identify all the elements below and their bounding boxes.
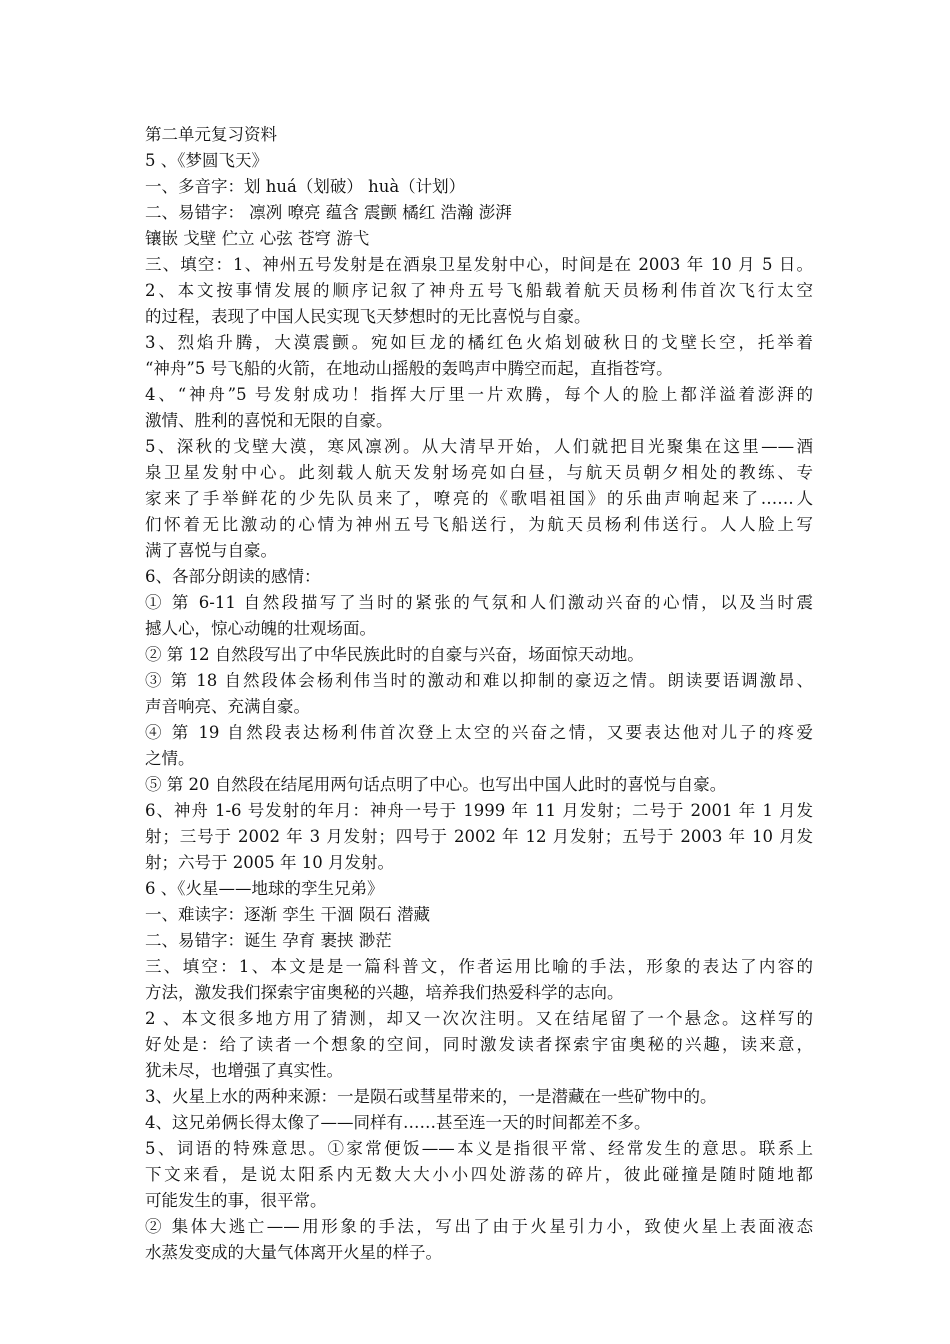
text-line: 二、易错字： 凛冽 嘹亮 蕴含 震颤 橘红 浩瀚 澎湃 [145,203,512,222]
text-line: 一、难读字：逐渐 孪生 干涸 陨石 潜藏 [145,905,430,924]
text-line: 3、火星上水的两种来源：一是陨石或彗星带来的，一是潜藏在一些矿物中的。 [145,1087,717,1106]
text-line: 好处是：给了读者一个想象的空间，同时激发读者探索宇宙奥秘的兴趣，读来意， [145,1035,813,1054]
text-line: 三、填空：1、神州五号发射是在酒泉卫星发射中心，时间是在 2003 年 10 月 5 日。 [145,255,813,274]
text-line: 2、本文按事情发展的顺序记叙了神舟五号飞船载着航天员杨利伟首次飞行太空 [145,281,813,300]
text-line: 方法，激发我们探索宇宙奥秘的兴趣，培养我们热爱科学的志向。 [145,983,624,1002]
text-line: 2 、本文很多地方用了猜测，却又一次次注明。又在结尾留了一个悬念。这样写的 [145,1009,813,1028]
text-line: 水蒸发变成的大量气体离开火星的样子。 [145,1243,442,1262]
text-line: ① 第 6-11 自然段描写了当时的紧张的气氛和人们激动兴奋的心情，以及当时震 [145,593,813,612]
text-line: 下文来看，是说太阳系内无数大大小小四处游荡的碎片，彼此碰撞是随时随地都 [145,1165,813,1184]
text-line: 射；六号于 2005 年 10 月发射。 [145,853,394,872]
text-line: 6、神舟 1-6 号发射的年月：神舟一号于 1999 年 11 月发射；二号于 2001 年 1 月发 [145,801,813,820]
text-line: ② 第 12 自然段写出了中华民族此时的自豪与兴奋，场面惊天动地。 [145,645,644,664]
text-line: 6、各部分朗读的感情： [145,567,321,586]
text-line: 3、烈焰升腾，大漠震颤。宛如巨龙的橘红色火焰划破秋日的戈壁长空，托举着 [145,333,813,352]
text-line: 声音响亮、充满自豪。 [145,697,310,716]
text-line: “神舟”5 号飞船的火箭，在地动山摇般的轰鸣声中腾空而起，直指苍穹。 [145,359,673,378]
text-line: 第二单元复习资料 [145,125,277,144]
text-line: 撼人心，惊心动魄的壮观场面。 [145,619,376,638]
text-line: ④ 第 19 自然段表达杨利伟首次登上太空的兴奋之情，又要表达他对儿子的疼爱 [145,723,813,742]
text-line: 一、多音字：划 huá（划破） huà（计划） [145,177,466,196]
text-line: 二、易错字：诞生 孕育 裹挟 渺茫 [145,931,392,950]
text-line: 犹未尽，也增强了真实性。 [145,1061,343,1080]
text-line: 三、填空：1、本文是是一篇科普文，作者运用比喻的手法，形象的表达了内容的 [145,957,813,976]
text-line: 射；三号于 2002 年 3 月发射；四号于 2002 年 12 月发射；五号于 2003 年 10 月发 [145,827,813,846]
text-line: ② 集体大逃亡——用形象的手法，写出了由于火星引力小，致使火星上表面液态 [145,1217,813,1236]
document-page [145,122,813,1266]
text-line: ⑤ 第 20 自然段在结尾用两句话点明了中心。也写出中国人此时的喜悦与自豪。 [145,775,727,794]
text-line: 镶嵌 戈壁 伫立 心弦 苍穹 游弋 [145,229,370,248]
text-line: 6 、《火星——地球的孪生兄弟》 [145,879,384,898]
text-line: 激情、胜利的喜悦和无限的自豪。 [145,411,393,430]
text-line: 4、这兄弟俩长得太像了——同样有……甚至连一天的时间都差不多。 [145,1113,651,1132]
text-line: 5 、《梦圆飞天》 [145,151,268,170]
text-line: 的过程，表现了中国人民实现飞天梦想时的无比喜悦与自豪。 [145,307,591,326]
text-line: 5、深秋的戈壁大漠，寒风凛冽。从大清早开始，人们就把目光聚集在这里——酒 [145,437,813,456]
text-line: 之情。 [145,749,195,768]
text-line: 5、词语的特殊意思。①家常便饭——本义是指很平常、经常发生的意思。联系上 [145,1139,813,1158]
text-line: 4、“神舟”5 号发射成功！指挥大厅里一片欢腾，每个人的脸上都洋溢着澎湃的 [145,385,813,404]
text-line: ③ 第 18 自然段体会杨利伟当时的激动和难以抑制的豪迈之情。朗读要语调激昂、 [145,671,813,690]
text-line: 满了喜悦与自豪。 [145,541,277,560]
text-line: 泉卫星发射中心。此刻载人航天发射场亮如白昼，与航天员朝夕相处的教练、专 [145,463,813,482]
text-line: 们怀着无比激动的心情为神州五号飞船送行，为航天员杨利伟送行。人人脸上写 [145,515,813,534]
text-line: 家来了手举鲜花的少先队员来了，嘹亮的《歌唱祖国》的乐曲声响起来了……人 [145,489,813,508]
text-line: 可能发生的事，很平常。 [145,1191,327,1210]
